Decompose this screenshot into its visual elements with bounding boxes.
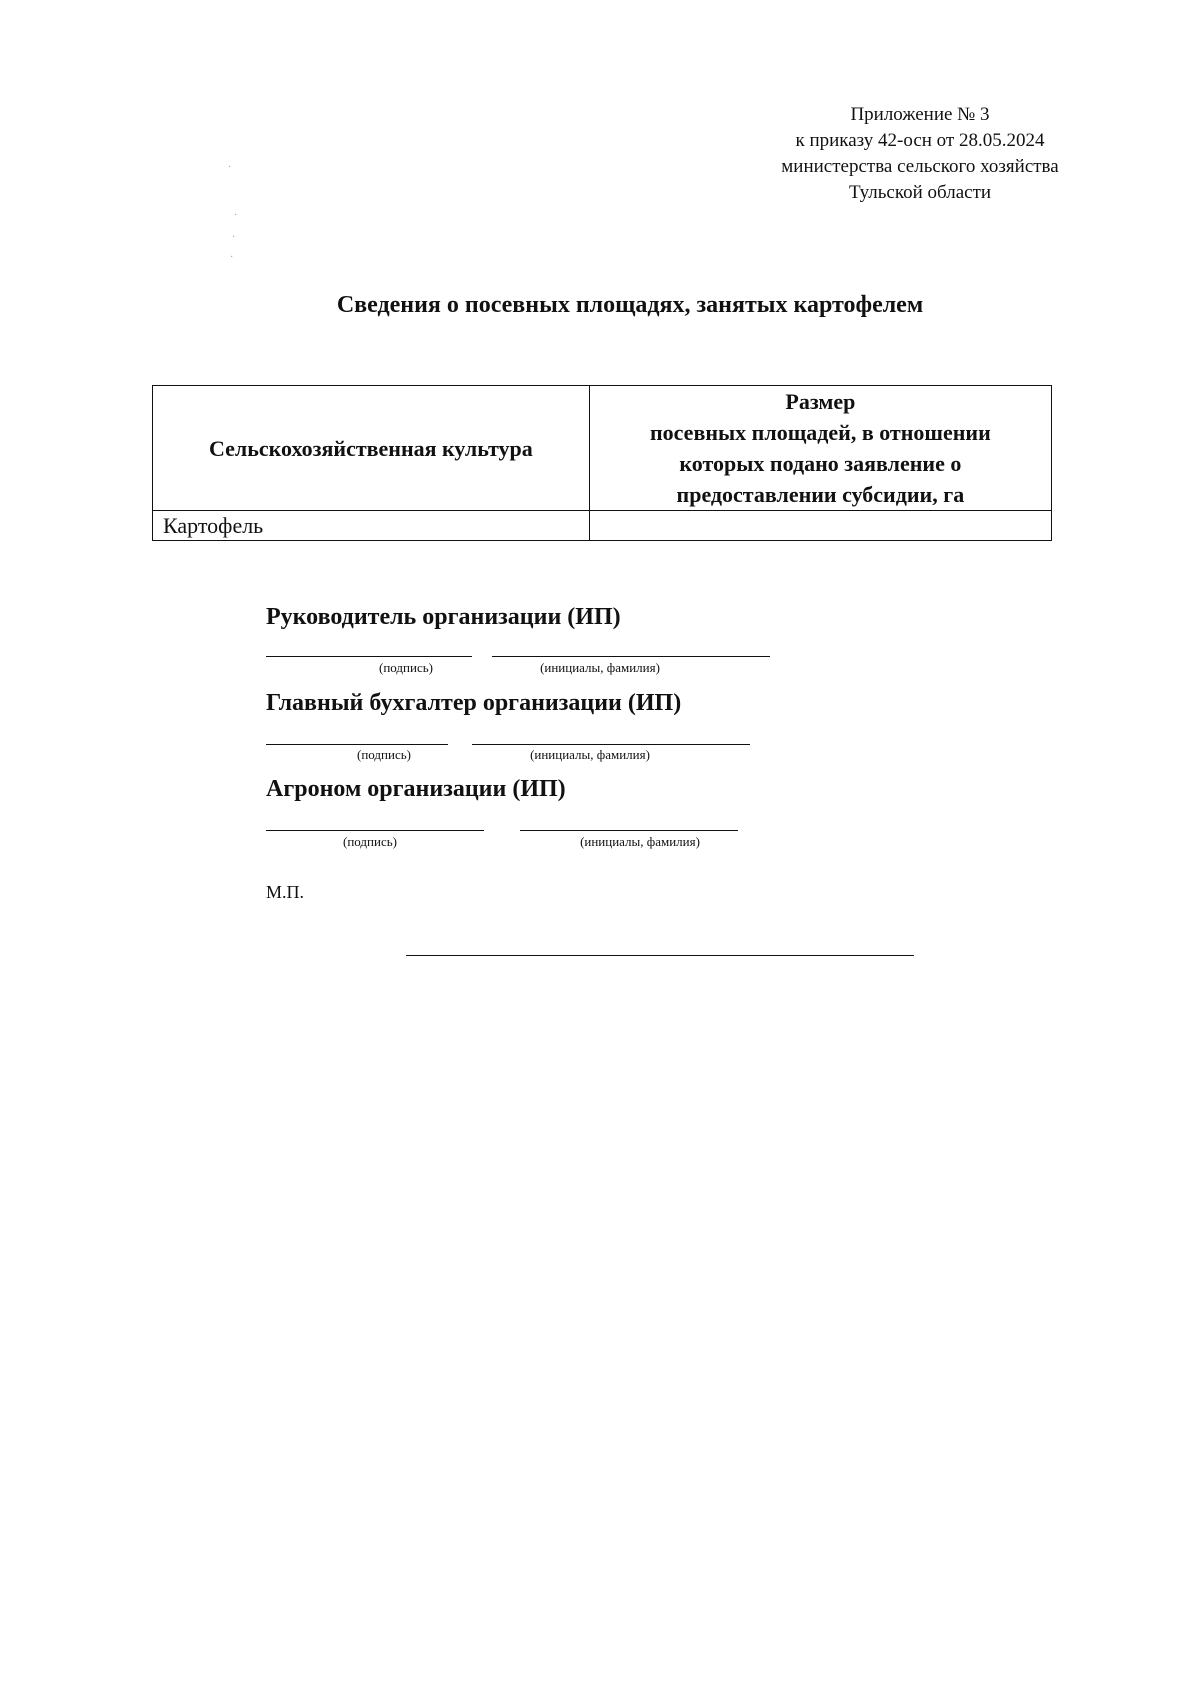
scan-speck: · (228, 162, 232, 173)
accountant-name-line[interactable] (472, 744, 750, 745)
sown-area-table (152, 385, 1052, 541)
area-header-line: которых подано заявление о (679, 451, 962, 476)
table-header-row (153, 386, 1052, 511)
table-row (153, 511, 1052, 541)
scan-speck: · (232, 232, 236, 243)
appendix-header (760, 102, 1080, 206)
appendix-number: Приложение № 3 (850, 104, 990, 125)
signature-caption: (подпись) (379, 660, 433, 675)
agronomist-name-line[interactable] (520, 830, 738, 831)
order-reference: к приказу 42-осн от 28.05.2024 (795, 130, 1045, 151)
scan-speck: · (230, 252, 234, 263)
accountant-signature-line[interactable] (266, 744, 448, 745)
area-cell[interactable] (589, 511, 1051, 541)
scan-speck: · (234, 210, 238, 221)
area-header-line: Размер (785, 389, 856, 414)
signature-caption: (подпись) (357, 747, 411, 762)
director-signature-line[interactable] (266, 656, 472, 657)
crop-cell: Картофель (153, 511, 590, 541)
agronomist-title: Агроном организации (ИП) (266, 776, 566, 802)
closing-divider (406, 955, 914, 956)
crop-column-header: Сельскохозяйственная культура (153, 386, 590, 511)
signature-caption: (подпись) (343, 834, 397, 849)
document-title: Сведения о посевных площадях, занятых картофелем (336, 292, 924, 318)
area-column-header (589, 386, 1051, 511)
area-header-line: посевных площадей, в отношении (649, 420, 991, 445)
director-title: Руководитель организации (ИП) (266, 604, 621, 630)
ministry-name: министерства сельского хозяйства (781, 156, 1059, 177)
name-caption: (инициалы, фамилия) (540, 660, 660, 675)
region-name: Тульской области (848, 182, 992, 203)
director-name-line[interactable] (492, 656, 770, 657)
agronomist-signature-line[interactable] (266, 830, 484, 831)
chief-accountant-title: Главный бухгалтер организации (ИП) (266, 690, 682, 716)
name-caption: (инициалы, фамилия) (580, 834, 700, 849)
name-caption: (инициалы, фамилия) (530, 747, 650, 762)
area-header-line: предоставлении субсидии, га (676, 482, 965, 507)
stamp-place-label: М.П. (266, 882, 305, 902)
